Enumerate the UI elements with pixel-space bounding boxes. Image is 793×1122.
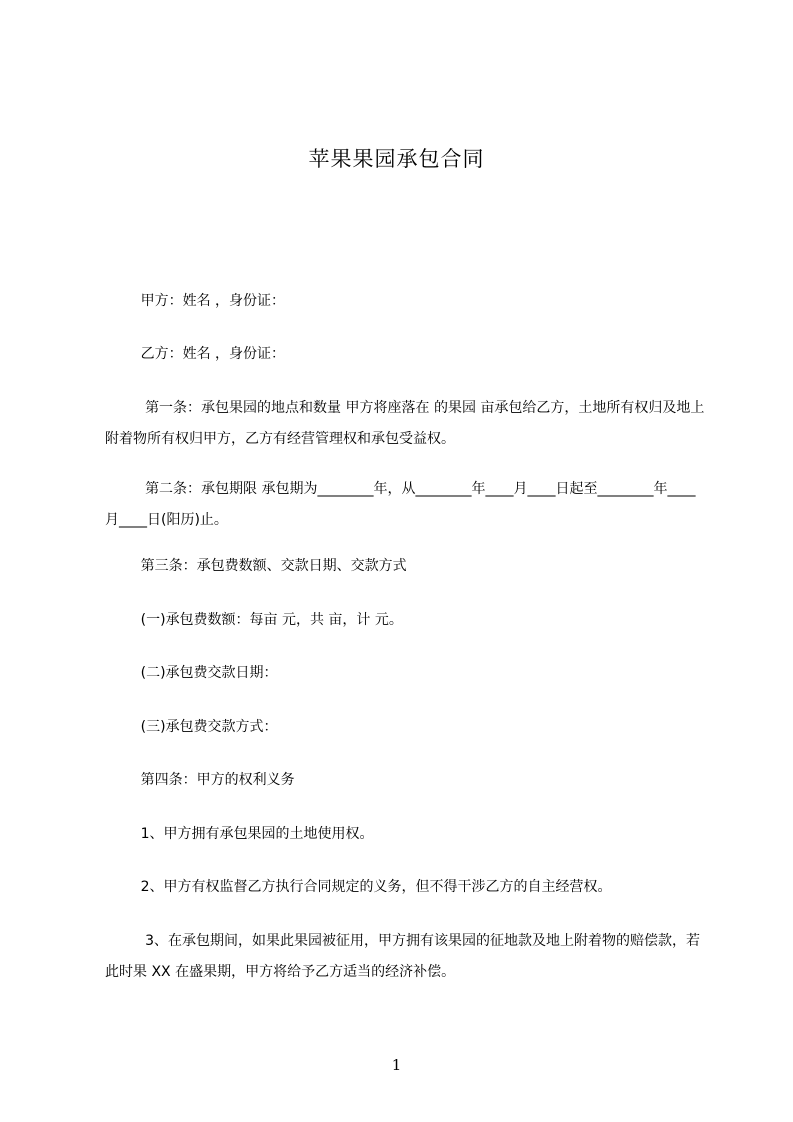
- article-2: 第二条：承包期限 承包期为________年，从________年____月____日起至________年____月____日(阳历)止。: [105, 481, 696, 528]
- article-3-item-2: (二)承包费交款日期：: [105, 665, 278, 681]
- article-4-item-1: 1、甲方拥有承包果园的土地使用权。: [105, 826, 374, 842]
- article-4-item-3: 3、在承包期间，如果此果园被征用，甲方拥有该果园的征地款及地上附着物的赔偿款，若此时果 XX 在盛果期，甲方将给予乙方适当的经济补偿。: [105, 933, 700, 980]
- article-1: 第一条：承包果园的地点和数量 甲方将座落在 的果园 亩承包给乙方，土地所有权归及地上附着物所有权归甲方，乙方有经营管理权和承包受益权。: [105, 400, 705, 447]
- article-4-heading: 第四条：甲方的权利义务: [105, 772, 295, 788]
- article-3-item-1: (一)承包费数额：每亩 元，共 亩，计 元。: [105, 612, 403, 628]
- article-3-heading: 第三条：承包费数额、交款日期、交款方式: [105, 558, 407, 574]
- article-3-item-3: (三)承包费交款方式：: [105, 719, 278, 735]
- document-title: 苹果果园承包合同: [308, 147, 485, 171]
- party-a-line: 甲方：姓名 ，身份证：: [105, 293, 286, 309]
- party-b-line: 乙方：姓名 ，身份证：: [105, 346, 286, 362]
- page-number: 1: [391, 1056, 402, 1074]
- article-4-item-2: 2、甲方有权监督乙方执行合同规定的义务，但不得干涉乙方的自主经营权。: [105, 879, 612, 895]
